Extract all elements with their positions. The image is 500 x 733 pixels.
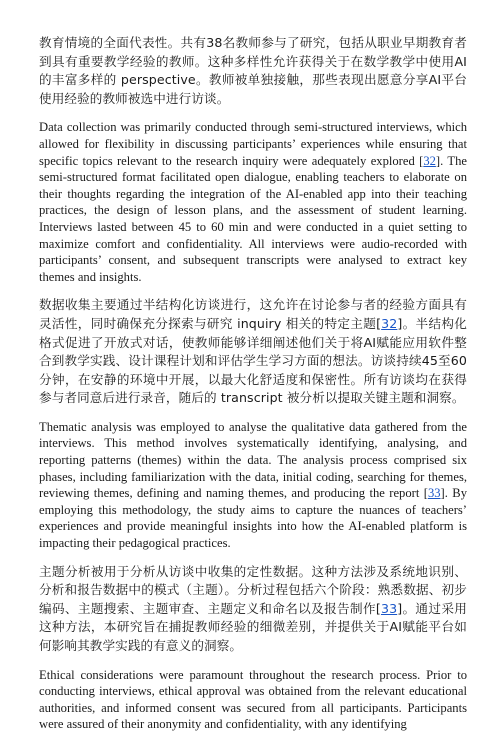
citation-link-33[interactable]: 33 <box>380 600 398 616</box>
paragraph-zh-thematic-analysis <box>39 563 467 656</box>
paragraph-text-after: ]。半结构化格式促进了开放式对话，使教师能够详细阐述他们关于将AI赋能应用软件整合到教学实践、设计课程计划和评估学生学习方面的想法。访谈持续45至60分钟，在安静的环境中开展，以最大化舒适度和保密性。所有访谈均在获得参与者同意后进行录音，随后的 transcript 被分析以提取关键主题和洞察。 <box>39 315 467 406</box>
paragraph-text-after: ]。通过采用这种方法，本研究旨在捕捉教师经验的细微差别，并提供关于AI赋能平台如何影响其教学实践的有意义的洞察。 <box>39 600 467 653</box>
paragraph-zh-participants <box>39 34 467 108</box>
document-page <box>39 34 467 733</box>
paragraph-text-after: ]. By employing this methodology, the study aims to capture the nuances of teachers’ experiences and provide meaningful insights into how the AI-enabled platform is impacting their pedagogical practices. <box>39 486 467 551</box>
citation-link-33[interactable]: 33 <box>427 486 441 501</box>
paragraph-text: Ethical considerations were paramount throughout the research process. Prior to conducting interviews, ethical approval was obtained from the relevant educational authorities, and informed consent was secured from all participants. Participants were assured of their anonymity and confidentiality, with any identifying <box>39 667 467 732</box>
paragraph-text: 教育情境的全面代表性。共有38名教师参与了研究，包括从职业早期教育者到具有重要教学经验的教师。这种多样性允许获得关于在数学教学中使用AI的丰富多样的 perspective。教师被单独接触，那些表现出愿意分享AI平台使用经验的教师被选中进行访谈。 <box>39 35 467 106</box>
paragraph-text-after: ]. The semi-structured format facilitated open dialogue, enabling teachers to elaborate on their thoughts regarding the integration of the AI-enabled app into their teaching practices, the design of lesson plans, and the assessment of student learning. Interviews lasted between 45 to 60 min and were conducted in a quiet setting to maximize comfort and confidentiality. All interviews were audio-recorded with participants’ consent, and subsequent transcripts were analysed to extract key themes and insights. <box>39 153 467 284</box>
citation-link-32[interactable]: 32 <box>423 153 436 168</box>
citation-link-32[interactable]: 32 <box>381 315 398 331</box>
paragraph-en-ethics <box>39 667 467 733</box>
paragraph-text-before: Data collection was primarily conducted through semi-structured interviews, which allowed for flexibility in discussing participants’ experiences while ensuring that specific topics relevant to the research inquiry were adequately explored [ <box>39 120 467 168</box>
paragraph-en-data-collection <box>39 119 467 285</box>
paragraph-en-thematic-analysis <box>39 419 467 552</box>
paragraph-zh-data-collection <box>39 296 467 408</box>
paragraph-text-before: 主题分析被用于分析从访谈中收集的定性数据。这种方法涉及系统地识别、分析和报告数据中的模式（主题）。分析过程包括六个阶段：熟悉数据、初步编码、主题搜索、主题审查、主题定义和命名以及报告制作[ <box>39 563 467 616</box>
paragraph-text-before: Thematic analysis was employed to analyse the qualitative data gathered from the interviews. This method involves systematically identifying, analysing, and reporting patterns (themes) within the data. The analysis process comprised six phases, including familiarization with the data, initial coding, searching for themes, reviewing themes, defining and naming themes, and producing the report [ <box>39 419 467 501</box>
paragraph-text-before: 数据收集主要通过半结构化访谈进行，这允许在讨论参与者的经验方面具有灵活性，同时确保充分探索与研究 inquiry 相关的特定主题[ <box>39 297 467 331</box>
